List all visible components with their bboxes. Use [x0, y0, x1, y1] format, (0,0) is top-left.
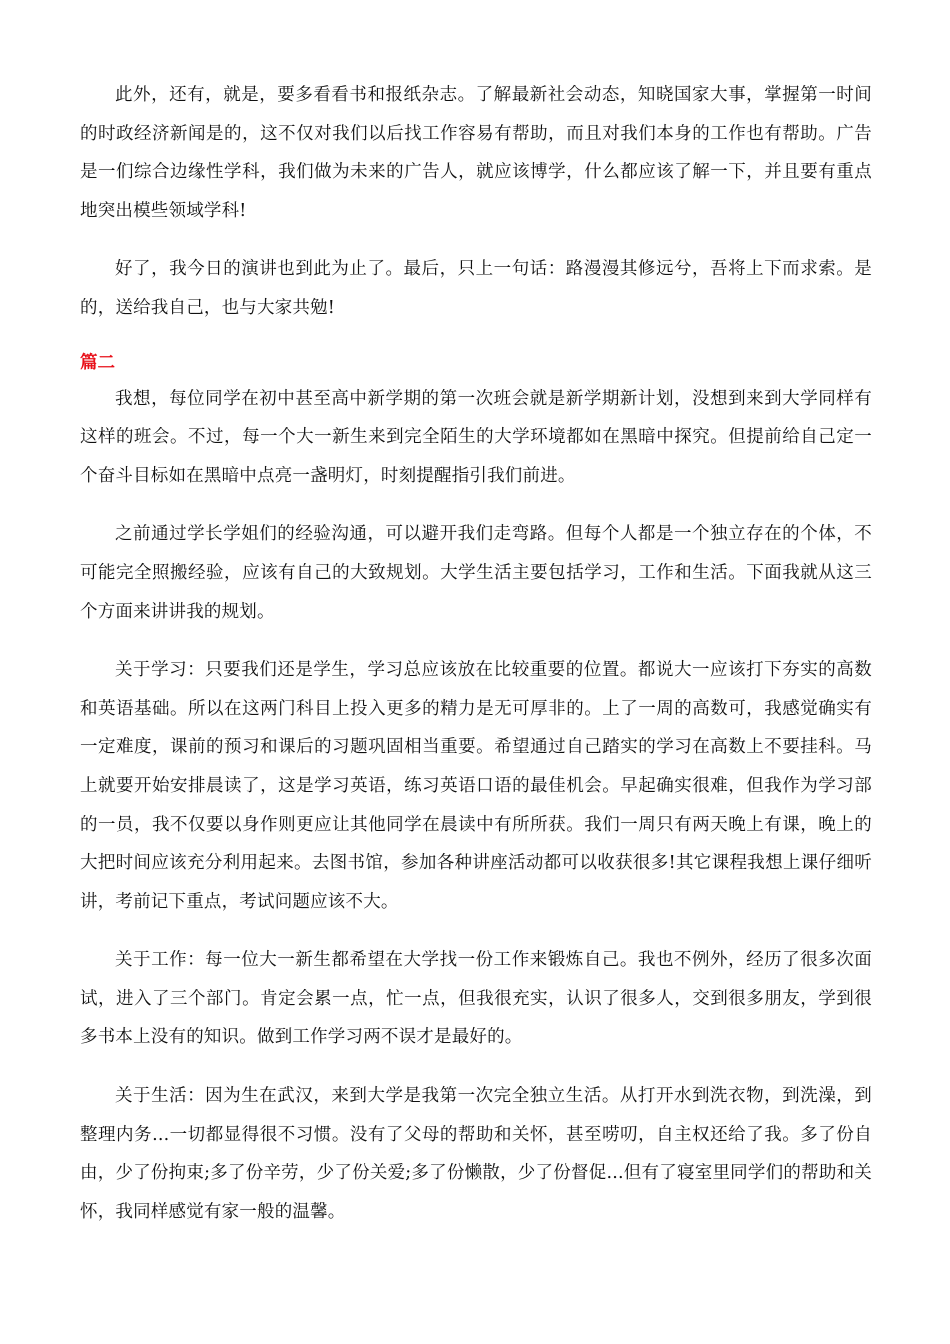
paragraph-life-plan: 关于生活：因为生在武汉，来到大学是我第一次完全独立生活。从打开水到洗衣物，到洗澡，到整理内务...一切都显得很不习惯。没有了父母的帮助和关怀，甚至唠叨，自主权还给了我。多了份自由，少了份拘束;多了份辛劳，少了份关爱;多了份懒散，少了份督促...但有了寝室里同学们的帮助和关怀，我同样感觉有家一般的温馨。 [80, 1086, 872, 1222]
paragraph-work-plan: 关于工作：每一位大一新生都希望在大学找一份工作来锻炼自己。我也不例外，经历了很多次面试，进入了三个部门。肯定会累一点，忙一点，但我很充实，认识了很多人，交到很多朋友，学到很多书本上没有的知识。做到工作学习两不误才是最好的。 [80, 950, 872, 1048]
paragraph-planning-intro: 之前通过学长学姐们的经验沟通，可以避开我们走弯路。但每个人都是一个独立存在的个体，不可能完全照搬经验，应该有自己的大致规划。大学生活主要包括学习，工作和生活。下面我就从这三个方面来讲讲我的规划。 [80, 524, 872, 622]
paragraph-study-plan: 关于学习：只要我们还是学生，学习总应该放在比较重要的位置。都说大一应该打下夯实的高数和英语基础。所以在这两门科目上投入更多的精力是无可厚非的。上了一周的高数可，我感觉确实有一定难度，课前的预习和课后的习题巩固相当重要。希望通过自己踏实的学习在高数上不要挂科。马上就要开始安排晨读了，这是学习英语，练习英语口语的最佳机会。早起确实很难，但我作为学习部的一员，我不仅要以身作则更应让其他同学在晨读中有所所获。我们一周只有两天晚上有课，晚上的大把时间应该充分利用起来。去图书馆，参加各种讲座活动都可以收获很多!其它课程我想上课仔细听讲，考前记下重点，考试问题应该不大。 [80, 660, 872, 912]
document-page [80, 76, 872, 1231]
paragraph-class-meeting: 我想，每位同学在初中甚至高中新学期的第一次班会就是新学期新计划，没想到来到大学同样有这样的班会。不过，每一个大一新生来到完全陌生的大学环境都如在黑暗中探究。但提前给自己定一个奋斗目标如在黑暗中点亮一盏明灯，时刻提醒指引我们前进。 [80, 388, 872, 486]
section-heading: 篇二 [80, 352, 115, 373]
paragraph-speech-closing: 好了，我今日的演讲也到此为止了。最后，只上一句话：路漫漫其修远兮，吾将上下而求索。是的，送给我自己，也与大家共勉! [80, 259, 872, 318]
paragraph-reading-advice: 此外，还有，就是，要多看看书和报纸杂志。了解最新社会动态，知晓国家大事，掌握第一时间的时政经济新闻是的，这不仅对我们以后找工作容易有帮助，而且对我们本身的工作也有帮助。广告是一们综合边缘性学科，我们做为未来的广告人，就应该博学，什么都应该了解一下，并且要有重点地突出模些领域学科! [80, 85, 872, 221]
